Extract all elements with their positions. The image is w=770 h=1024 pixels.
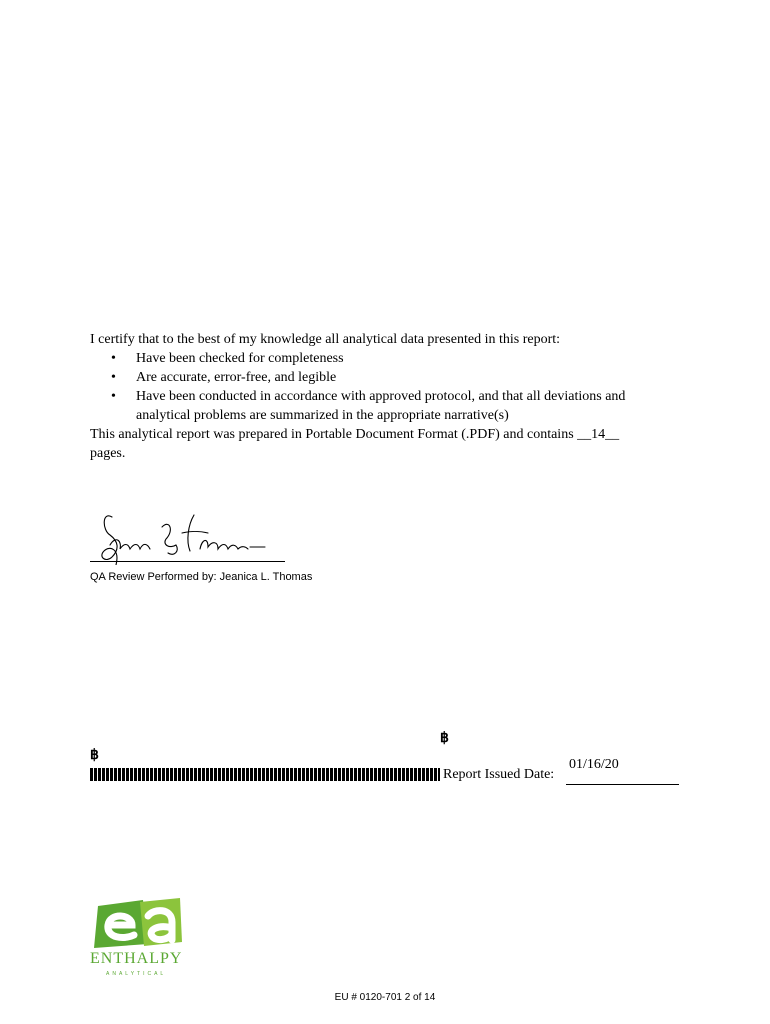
bullet-icon: • <box>111 351 116 366</box>
signature-block <box>90 505 313 585</box>
logo-brand-text: ENTHALPY <box>90 950 183 967</box>
signature-image <box>90 505 290 565</box>
report-issued <box>443 757 683 787</box>
certification-block <box>90 330 710 463</box>
format-statement: This analytical report was prepared in Portable Document Format (.PDF) and contains __14__ <box>90 427 620 442</box>
garbled-glyph-run <box>90 768 440 781</box>
certification-intro: I certify that to the best of my knowledge all analytical data presented in this report: <box>90 332 561 347</box>
format-statement-end: pages. <box>90 446 126 461</box>
report-issued-label: Report Issued Date: <box>443 767 555 782</box>
enthalpy-logo <box>88 898 188 983</box>
certification-item: • Have been conducted in accordance with approved protocol, and that all deviations and <box>111 389 626 404</box>
garbled-glyph: ฿ <box>440 729 449 745</box>
garbled-glyph: ฿ <box>90 746 99 762</box>
certification-item: • Are accurate, error-free, and legible <box>111 370 337 385</box>
page-footer: EU # 0120-701 2 of 14 <box>334 992 436 1003</box>
certification-item-continuation: analytical problems are summarized in the appropriate narrative(s) <box>136 408 509 423</box>
logo-sub-text: ANALYTICAL <box>106 971 167 977</box>
bullet-icon: • <box>111 389 116 404</box>
certification-item: • Have been checked for completeness <box>111 351 344 366</box>
certification-list <box>90 349 710 425</box>
signature-caption: QA Review Performed by: Jeanica L. Thomas <box>90 571 313 583</box>
report-issued-date: 01/16/20 <box>569 757 619 772</box>
report-issued-line <box>566 784 679 785</box>
ea-logo-icon <box>88 898 188 950</box>
bullet-icon: • <box>111 370 116 385</box>
signature-line <box>90 561 285 562</box>
